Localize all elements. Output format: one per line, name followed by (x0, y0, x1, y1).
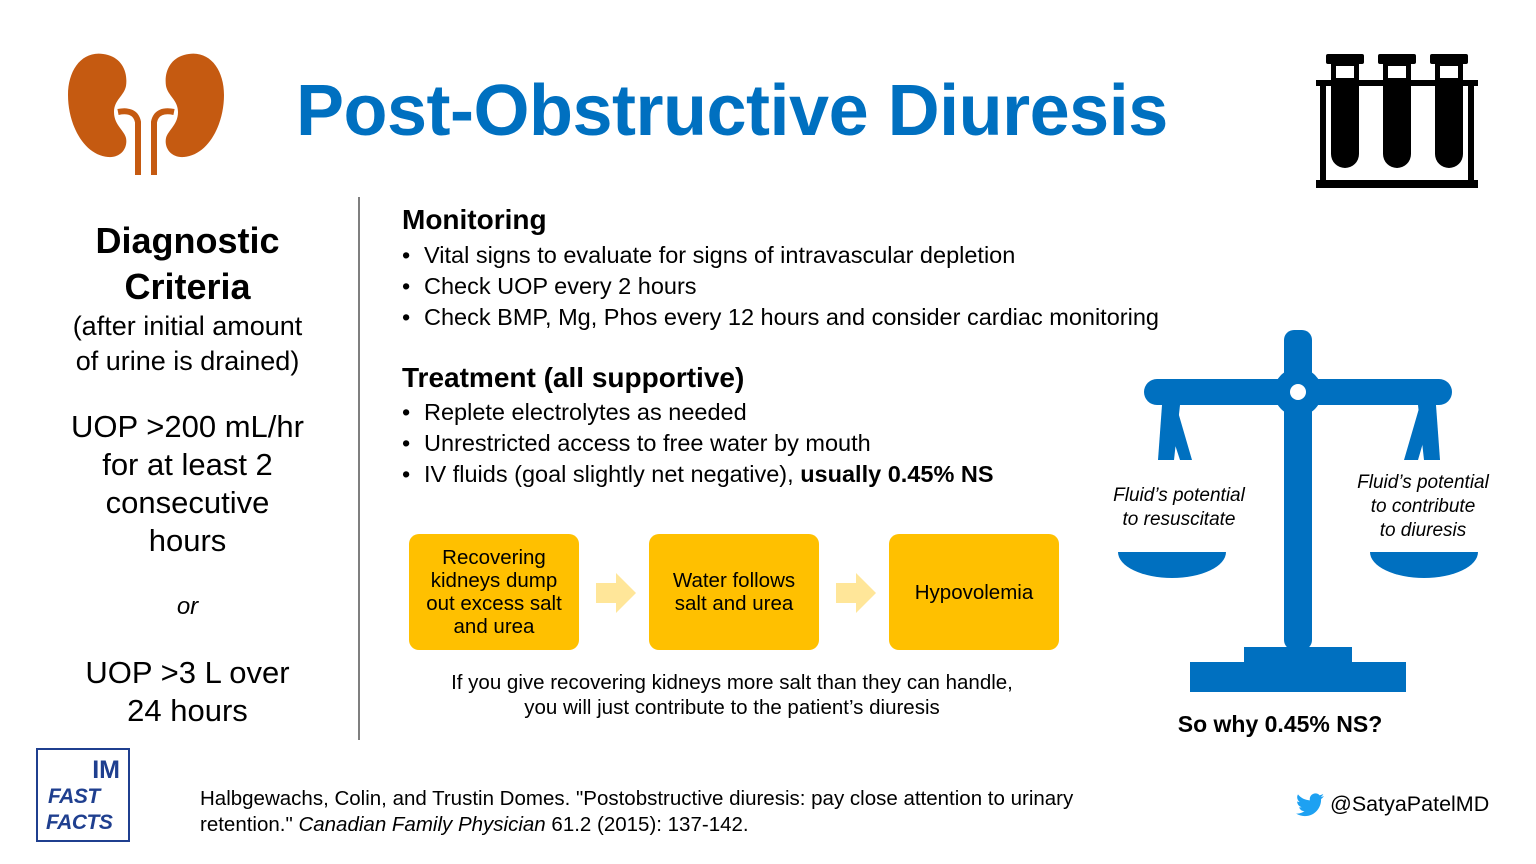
citation-line2-end: 61.2 (2015): 137-142. (545, 813, 749, 836)
note-line2: you will just contribute to the patient’s diuresis (524, 696, 940, 719)
iv-fluids-emphasis: usually 0.45% NS (800, 461, 994, 487)
diagnostic-subheading (30, 309, 345, 379)
flow-box-water-follows (649, 534, 819, 650)
scale-left-line: Fluid’s potential (1113, 485, 1245, 506)
citation (200, 786, 1073, 838)
monitoring-heading: Monitoring (402, 204, 547, 235)
scale-left-line: to resuscitate (1122, 509, 1236, 530)
diagnostic-heading-line1: Diagnostic (95, 220, 280, 261)
criterion1-line: hours (148, 523, 227, 558)
citation-journal: Canadian Family Physician (298, 813, 546, 836)
kidneys-icon (66, 50, 226, 175)
diagnostic-heading-line2: Criteria (124, 266, 251, 307)
citation-line2-start: retention." (200, 813, 299, 836)
flow-box-hypovolemia (889, 534, 1059, 650)
twitter-handle[interactable] (1296, 792, 1489, 817)
flow-box-recovering-kidneys (409, 534, 579, 650)
diagnostic-sub-line1: (after initial amount (72, 311, 303, 341)
criterion-uop-daily (30, 654, 345, 730)
scale-right-line: Fluid’s potential (1357, 472, 1489, 493)
flow-box3-text: Hypovolemia (914, 580, 1034, 604)
logo-line2: FAST (48, 785, 100, 808)
handle-text: @SatyaPatelMD (1330, 792, 1490, 816)
flow-box1-line: out excess salt (426, 592, 562, 615)
list-item: • Unrestricted access to free water by mouth (402, 428, 994, 459)
scale-label-resuscitate (1094, 484, 1264, 532)
criterion2-line: UOP >3 L over (85, 655, 290, 690)
right-arrow-icon (596, 573, 636, 613)
flow-box1-line: Recovering (442, 546, 546, 569)
list-item: • Vital signs to evaluate for signs of intravascular depletion (402, 240, 1159, 271)
treatment-list (402, 397, 994, 490)
citation-line1: Halbgewachs, Colin, and Trustin Domes. "Postobstructive diuresis: pay close attention to urinary (200, 787, 1074, 810)
scale-right-line: to diuresis (1379, 520, 1467, 541)
flow-box1-line: kidneys dump (430, 569, 558, 592)
criterion2-line: 24 hours (127, 693, 248, 728)
test-tubes-icon (1316, 52, 1478, 188)
scale-label-diuresis (1342, 471, 1504, 543)
logo-line1: IM (92, 756, 120, 784)
diagnostic-sub-line2: of urine is drained) (75, 346, 300, 376)
right-arrow-icon (836, 573, 876, 613)
list-item: • Check UOP every 2 hours (402, 271, 1159, 302)
logo-line3: FACTS (46, 811, 113, 834)
salt-note (400, 670, 1064, 720)
twitter-bird-icon (1296, 793, 1324, 817)
scale-right-line: to contribute (1370, 496, 1476, 517)
flow-box2-line: Water follows (672, 569, 796, 592)
note-line1: If you give recovering kidneys more salt than they can handle, (451, 671, 1013, 694)
or-separator: or (176, 593, 199, 620)
flow-box1-line: and urea (453, 615, 535, 638)
monitoring-list (402, 240, 1159, 333)
diagnostic-heading (30, 218, 345, 310)
criterion1-line: UOP >200 mL/hr (71, 409, 304, 444)
criterion-uop-hourly (30, 408, 345, 560)
flow-box2-line: salt and urea (674, 592, 794, 615)
treatment-heading: Treatment (all supportive) (402, 362, 745, 393)
scale-question: So why 0.45% NS? (1177, 711, 1383, 737)
list-item: • Replete electrolytes as needed (402, 397, 994, 428)
list-item: • Check BMP, Mg, Phos every 12 hours and consider cardiac monitoring (402, 302, 1159, 333)
page-title: Post-Obstructive Diuresis (296, 71, 1168, 151)
criterion1-line: for at least 2 (102, 447, 273, 482)
column-divider (358, 197, 360, 740)
citation-line2 (200, 812, 1073, 838)
list-item (402, 459, 994, 490)
criterion1-line: consecutive (105, 485, 270, 520)
iv-fluids-text: IV fluids (goal slightly net negative), (424, 461, 801, 487)
im-fast-facts-logo (36, 748, 130, 842)
